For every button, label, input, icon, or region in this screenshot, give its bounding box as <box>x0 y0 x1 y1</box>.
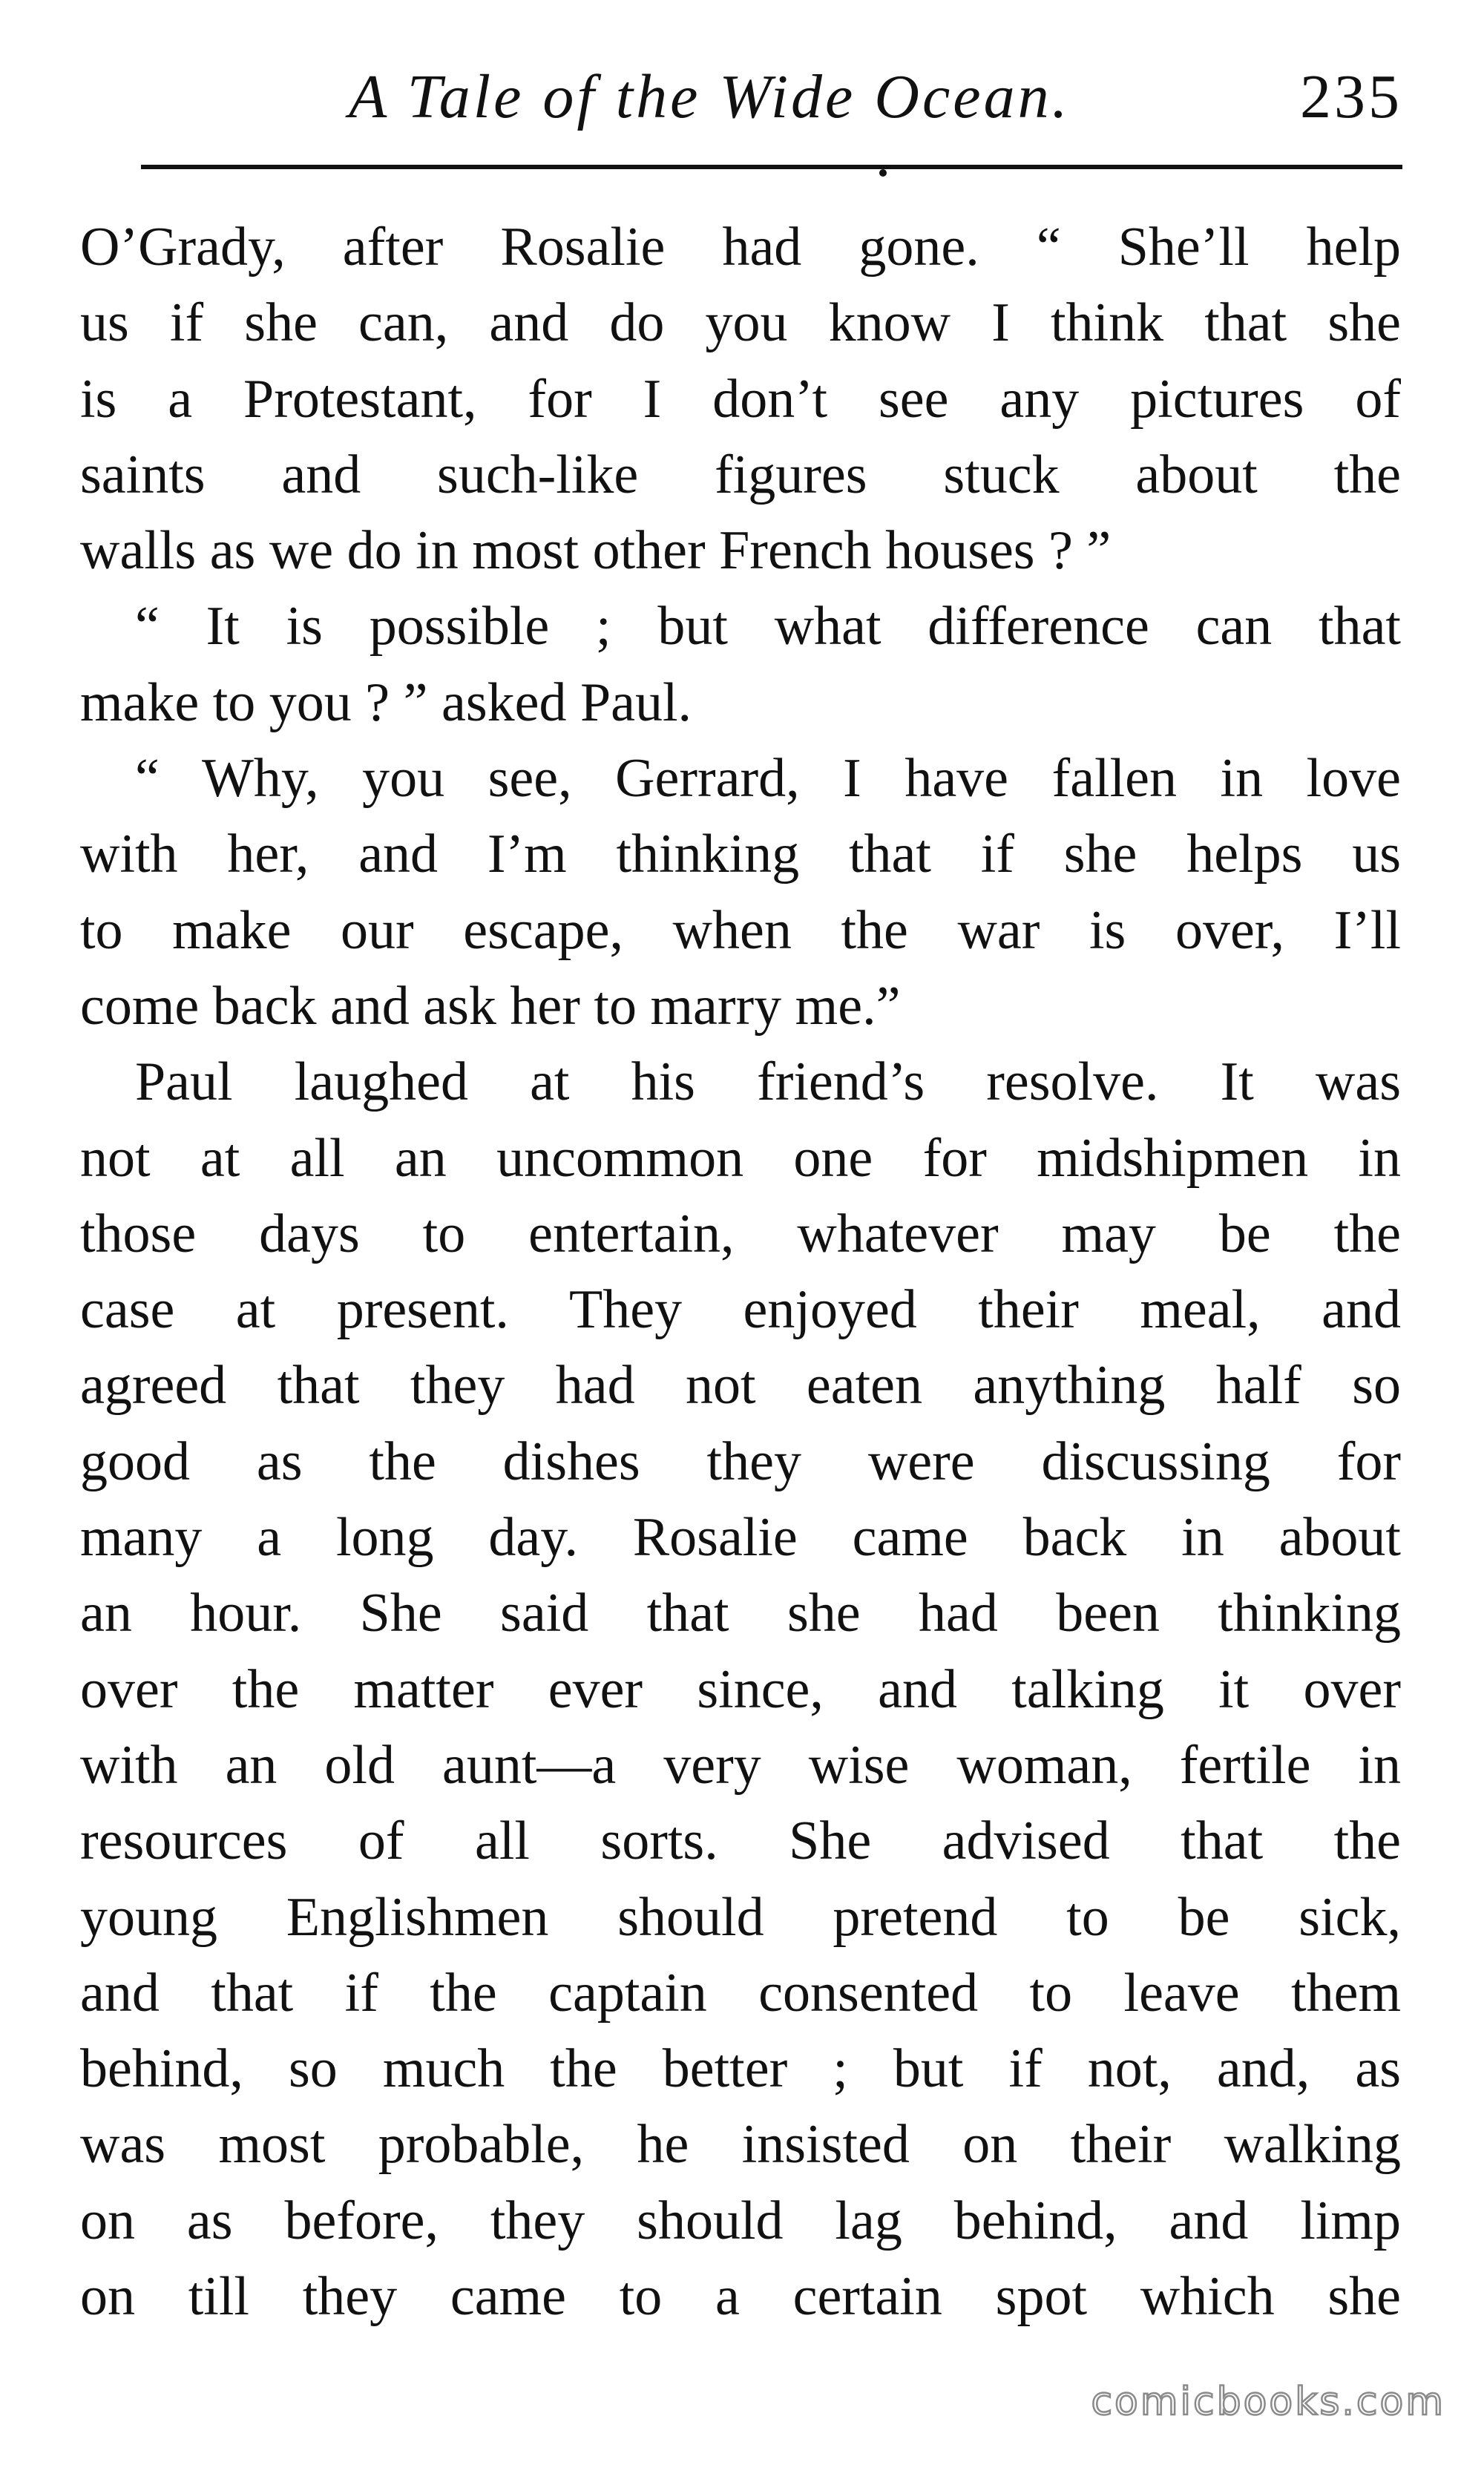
body-text <box>80 209 1401 2334</box>
text-line: with her, and I’m thinking that if she helps us <box>80 824 1401 885</box>
text-line: make to you ? ” asked Paul. <box>80 672 692 733</box>
text-line: was most probable, he insisted on their walking <box>80 2114 1401 2176</box>
text-line: resources of all sorts. She advised that the <box>80 1811 1401 1872</box>
text-line: over the matter ever since, and talking it over <box>80 1658 1401 1720</box>
header-rule-mark <box>879 169 887 177</box>
text-line: on till they came to a certain spot which she <box>80 2266 1401 2328</box>
text-line: young Englishmen should pretend to be sick, <box>80 1886 1401 1948</box>
text-line: those days to entertain, whatever may be the <box>80 1203 1401 1264</box>
text-line: and that if the captain consented to leave them <box>80 1962 1401 2023</box>
text-line: “ It is possible ; but what difference can that <box>135 596 1401 657</box>
text-line: an hour. She said that she had been thinking <box>80 1583 1401 1644</box>
text-line: us if she can, and do you know I think that she <box>80 292 1401 354</box>
text-line: O’Grady, after Rosalie had gone. “ She’ll help <box>80 217 1401 278</box>
text-line: many a long day. Rosalie came back in about <box>80 1507 1401 1569</box>
header-rule <box>141 165 1402 169</box>
text-line: is a Protestant, for I don’t see any pictures of <box>80 368 1401 430</box>
text-line: with an old aunt—a very wise woman, fertile in <box>80 1734 1401 1796</box>
text-line: Paul laughed at his friend’s resolve. It was <box>135 1051 1401 1113</box>
running-title: A Tale of the Wide Ocean. <box>349 62 1071 131</box>
text-line: behind, so much the better ; but if not, and, as <box>80 2038 1401 2100</box>
text-line: case at present. They enjoyed their meal, and <box>80 1279 1401 1341</box>
text-line: to make our escape, when the war is over, I’ll <box>80 899 1401 961</box>
text-line: good as the dishes they were discussing for <box>80 1431 1401 1492</box>
page-number: 235 <box>1300 62 1402 131</box>
text-line: agreed that they had not eaten anything half so <box>80 1355 1401 1417</box>
text-line: not at all an uncommon one for midshipmen in <box>80 1127 1401 1189</box>
watermark: comicbooks.com <box>1091 2380 1445 2424</box>
text-line: come back and ask her to marry me.” <box>80 975 901 1037</box>
text-line: walls as we do in most other French houses ? ” <box>80 520 1112 582</box>
text-line: on as before, they should lag behind, and limp <box>80 2190 1401 2251</box>
text-line: “ Why, you see, Gerrard, I have fallen in love <box>135 748 1401 810</box>
text-line: saints and such-like figures stuck about the <box>80 444 1401 505</box>
